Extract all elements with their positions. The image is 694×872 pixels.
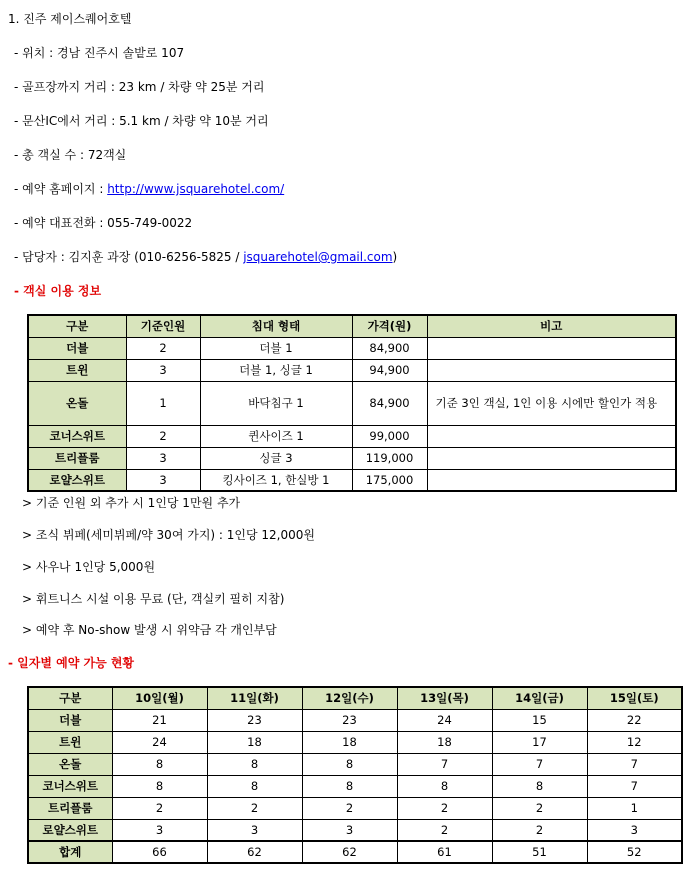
- avail-count: 24: [397, 709, 492, 731]
- table-row: [28, 425, 676, 447]
- avail-total: 51: [492, 841, 587, 863]
- availability-table-header: [28, 687, 682, 709]
- table-row: [28, 797, 682, 819]
- avail-total: 66: [112, 841, 207, 863]
- contact-prefix: - 담당자 : 김지훈 과장 (010-6256-5825 /: [14, 250, 244, 264]
- avail-count: 1: [587, 797, 682, 819]
- room-price: 99,000: [352, 425, 427, 447]
- rooms-total: - 총 객실 수 : 72객실: [14, 148, 127, 162]
- avail-count: 23: [207, 709, 302, 731]
- avail-header-day: 14일(금): [492, 687, 587, 709]
- avail-count: 2: [302, 797, 397, 819]
- table-row: [28, 731, 682, 753]
- room-bed: 싱글 3: [200, 447, 352, 469]
- avail-count: 8: [112, 753, 207, 775]
- avail-count: 21: [112, 709, 207, 731]
- room-price: 175,000: [352, 469, 427, 491]
- avail-header-day: 11일(화): [207, 687, 302, 709]
- avail-room-type: 로얄스위트: [28, 819, 112, 841]
- avail-count: 2: [492, 819, 587, 841]
- avail-count: 2: [492, 797, 587, 819]
- avail-count: 7: [492, 753, 587, 775]
- room-note: [427, 447, 676, 469]
- table-row: [28, 381, 676, 425]
- availability-section-title: - 일자별 예약 가능 현황: [8, 656, 135, 670]
- avail-count: 8: [397, 775, 492, 797]
- room-bed: 더블 1: [200, 337, 352, 359]
- avail-count: 18: [397, 731, 492, 753]
- avail-count: 8: [302, 775, 397, 797]
- avail-count: 2: [207, 797, 302, 819]
- table-row: [28, 469, 676, 491]
- room-bed: 퀸사이즈 1: [200, 425, 352, 447]
- room-note: [427, 337, 676, 359]
- avail-count: 8: [207, 753, 302, 775]
- avail-count: 18: [207, 731, 302, 753]
- contact-suffix: ): [392, 250, 398, 264]
- avail-count: 3: [302, 819, 397, 841]
- note-extra-person: > 기준 인원 외 추가 시 1인당 1만원 추가: [22, 496, 241, 510]
- avail-count: 7: [587, 753, 682, 775]
- avail-count: 2: [397, 797, 492, 819]
- room-price: 94,900: [352, 359, 427, 381]
- avail-count: 3: [207, 819, 302, 841]
- avail-count: 24: [112, 731, 207, 753]
- note-fitness: > 휘트니스 시설 이용 무료 (단, 객실키 필히 지참): [22, 592, 285, 606]
- room-note: 기준 3인 객실, 1인 이용 시에만 할인가 적용: [427, 381, 676, 425]
- avail-count: 22: [587, 709, 682, 731]
- avail-room-type: 트리플룸: [28, 797, 112, 819]
- table-row: [28, 337, 676, 359]
- avail-count: 15: [492, 709, 587, 731]
- table-row: [28, 709, 682, 731]
- avail-total: 61: [397, 841, 492, 863]
- avail-total: 62: [302, 841, 397, 863]
- avail-count: 8: [492, 775, 587, 797]
- room-capacity: 3: [126, 447, 200, 469]
- room-capacity: 2: [126, 425, 200, 447]
- room-type: 로얄스위트: [28, 469, 126, 491]
- avail-count: 17: [492, 731, 587, 753]
- avail-room-type: 온돌: [28, 753, 112, 775]
- avail-count: 3: [587, 819, 682, 841]
- avail-count: 18: [302, 731, 397, 753]
- availability-table: [27, 686, 683, 864]
- note-noshow: > 예약 후 No-show 발생 시 위약금 각 개인부담: [22, 623, 277, 637]
- contact-email-link[interactable]: jsquarehotel@gmail.com: [243, 250, 393, 264]
- room-table-header: [28, 315, 676, 337]
- room-type: 더블: [28, 337, 126, 359]
- avail-header-day: 15일(토): [587, 687, 682, 709]
- room-capacity: 3: [126, 469, 200, 491]
- avail-header-type: 구분: [28, 687, 112, 709]
- avail-count: 8: [112, 775, 207, 797]
- avail-count: 2: [112, 797, 207, 819]
- hotel-title: 1. 진주 제이스퀘어호텔: [8, 12, 132, 26]
- room-note: [427, 469, 676, 491]
- homepage-link[interactable]: http://www.jsquarehotel.com/: [107, 182, 285, 196]
- avail-header-day: 10일(월): [112, 687, 207, 709]
- room-bed: 바닥침구 1: [200, 381, 352, 425]
- room-type: 트윈: [28, 359, 126, 381]
- avail-count: 7: [397, 753, 492, 775]
- avail-count: 8: [302, 753, 397, 775]
- avail-count: 7: [587, 775, 682, 797]
- reservation-phone: - 예약 대표전화 : 055-749-0022: [14, 216, 193, 230]
- room-note: [427, 359, 676, 381]
- table-row: [28, 753, 682, 775]
- room-price: 84,900: [352, 381, 427, 425]
- table-row: [28, 775, 682, 797]
- avail-total: 52: [587, 841, 682, 863]
- table-row: [28, 447, 676, 469]
- room-section-title: - 객실 이용 정보: [14, 284, 102, 298]
- room-type: 코너스위트: [28, 425, 126, 447]
- table-row: [28, 819, 682, 841]
- ic-distance: - 문산IC에서 거리 : 5.1 km / 차량 약 10분 거리: [14, 114, 269, 128]
- contact-line: [14, 249, 397, 265]
- avail-room-type: 트윈: [28, 731, 112, 753]
- room-header-bed: 침대 형태: [200, 315, 352, 337]
- table-row: [28, 359, 676, 381]
- note-sauna: > 사우나 1인당 5,000원: [22, 560, 156, 574]
- avail-count: 23: [302, 709, 397, 731]
- room-header-type: 구분: [28, 315, 126, 337]
- avail-count: 2: [397, 819, 492, 841]
- avail-count: 8: [207, 775, 302, 797]
- room-note: [427, 425, 676, 447]
- room-bed: 킹사이즈 1, 한실방 1: [200, 469, 352, 491]
- room-header-price: 가격(원): [352, 315, 427, 337]
- room-type: 온돌: [28, 381, 126, 425]
- avail-header-day: 13일(목): [397, 687, 492, 709]
- avail-total-label: 합계: [28, 841, 112, 863]
- avail-room-type: 코너스위트: [28, 775, 112, 797]
- room-type: 트리플룸: [28, 447, 126, 469]
- homepage-line: [14, 181, 284, 197]
- room-price: 84,900: [352, 337, 427, 359]
- homepage-label: - 예약 홈페이지 :: [14, 182, 108, 196]
- avail-count: 12: [587, 731, 682, 753]
- room-capacity: 2: [126, 337, 200, 359]
- avail-total: 62: [207, 841, 302, 863]
- avail-count: 3: [112, 819, 207, 841]
- room-capacity: 3: [126, 359, 200, 381]
- golf-distance: - 골프장까지 거리 : 23 km / 차량 약 25분 거리: [14, 80, 265, 94]
- avail-header-day: 12일(수): [302, 687, 397, 709]
- total-row: [28, 841, 682, 863]
- avail-room-type: 더블: [28, 709, 112, 731]
- room-header-note: 비고: [427, 315, 676, 337]
- room-header-capacity: 기준인원: [126, 315, 200, 337]
- hotel-location: - 위치 : 경남 진주시 솔밭로 107: [14, 46, 185, 60]
- room-info-table: [27, 314, 677, 492]
- room-bed: 더블 1, 싱글 1: [200, 359, 352, 381]
- room-capacity: 1: [126, 381, 200, 425]
- room-price: 119,000: [352, 447, 427, 469]
- note-breakfast: > 조식 뷔페(세미뷔페/약 30여 가지) : 1인당 12,000원: [22, 528, 315, 542]
